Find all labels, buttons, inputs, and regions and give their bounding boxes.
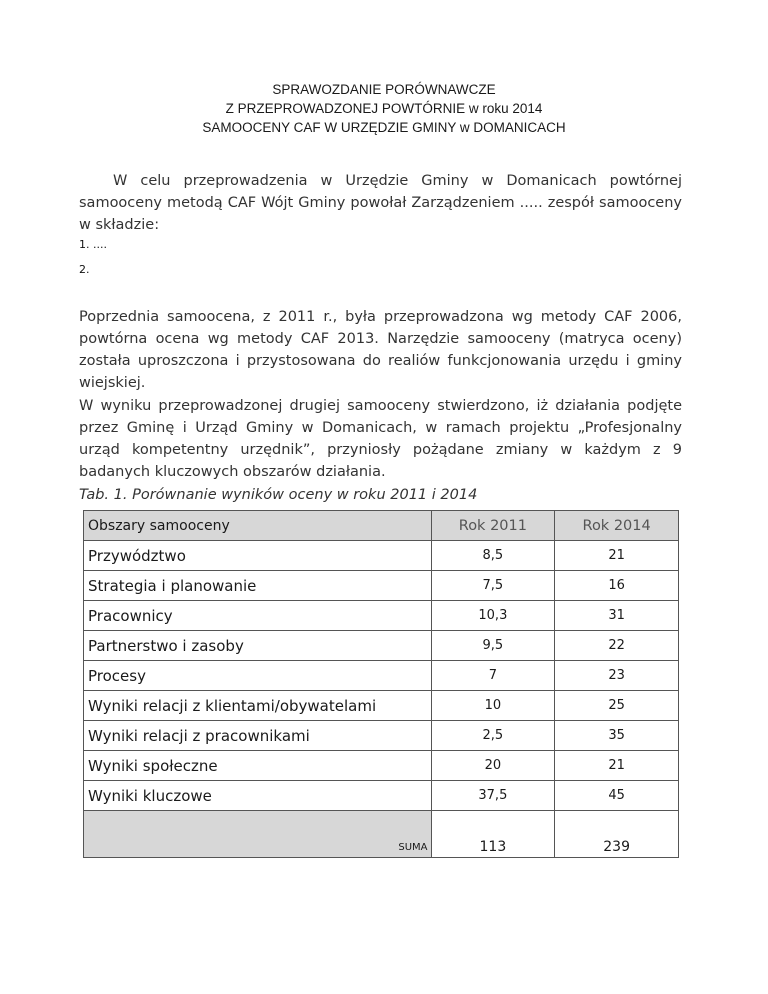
title-line-2: Z PRZEPROWADZONEJ POWTÓRNIE w roku 2014 bbox=[225, 101, 543, 116]
area-cell: Wyniki kluczowe bbox=[84, 781, 432, 811]
value-2011-cell: 37,5 bbox=[431, 781, 555, 811]
area-cell: Przywództwo bbox=[84, 541, 432, 571]
table-header-row bbox=[84, 511, 679, 541]
value-2014-cell: 23 bbox=[555, 661, 679, 691]
area-cell: Pracownicy bbox=[84, 601, 432, 631]
table-row bbox=[84, 721, 679, 751]
table-row bbox=[84, 571, 679, 601]
table-row bbox=[84, 781, 679, 811]
results-paragraph: W wyniku przeprowadzonej drugiej samooceny stwierdzono, iż działania podjęte przez Gminę i Urząd Gminy w Domanicach, w ramach projektu „Profesjonalny urząd kompetentny urzędnik”, przyniosły pożądane zmiany w każdym z 9 badanych kluczowych obszarów działania. bbox=[79, 398, 682, 480]
team-list-item-1: 1. .... bbox=[79, 238, 107, 251]
value-2014-cell: 45 bbox=[555, 781, 679, 811]
value-2011-cell: 9,5 bbox=[431, 631, 555, 661]
area-cell: Partnerstwo i zasoby bbox=[84, 631, 432, 661]
value-2011-cell: 8,5 bbox=[431, 541, 555, 571]
header-2014: Rok 2014 bbox=[555, 511, 679, 541]
value-2011-cell: 7,5 bbox=[431, 571, 555, 601]
comparison-table bbox=[83, 510, 679, 858]
previous-assessment-paragraph: Poprzednia samoocena, z 2011 r., była przeprowadzona wg metody CAF 2006, powtórna ocena wg metody CAF 2013. Narzędzie samooceny (matryca oceny) została uproszczona i przystosowana do realiów funkcjonowania urzędu i gminy wiejskiej. bbox=[79, 309, 682, 391]
sum-label: SUMA bbox=[84, 811, 432, 858]
area-cell: Wyniki społeczne bbox=[84, 751, 432, 781]
header-areas: Obszary samooceny bbox=[84, 511, 432, 541]
value-2014-cell: 25 bbox=[555, 691, 679, 721]
value-2014-cell: 35 bbox=[555, 721, 679, 751]
sum-2014: 239 bbox=[555, 811, 679, 858]
team-list-item-2: 2. bbox=[79, 263, 90, 276]
table-row bbox=[84, 751, 679, 781]
area-cell: Procesy bbox=[84, 661, 432, 691]
value-2014-cell: 22 bbox=[555, 631, 679, 661]
document-title bbox=[0, 80, 768, 137]
table-row bbox=[84, 661, 679, 691]
area-cell: Strategia i planowanie bbox=[84, 571, 432, 601]
table-row bbox=[84, 541, 679, 571]
value-2014-cell: 31 bbox=[555, 601, 679, 631]
table-row bbox=[84, 631, 679, 661]
header-2011: Rok 2011 bbox=[431, 511, 555, 541]
value-2011-cell: 2,5 bbox=[431, 721, 555, 751]
value-2014-cell: 21 bbox=[555, 541, 679, 571]
intro-paragraph: W celu przeprowadzenia w Urzędzie Gminy w Domanicach powtórnej samooceny metodą CAF Wójt Gminy powołał Zarządzeniem ..... zespół samooceny w składzie: bbox=[79, 173, 682, 233]
table-row bbox=[84, 691, 679, 721]
area-cell: Wyniki relacji z klientami/obywatelami bbox=[84, 691, 432, 721]
area-cell: Wyniki relacji z pracownikami bbox=[84, 721, 432, 751]
table-caption: Tab. 1. Porównanie wyników oceny w roku 2011 i 2014 bbox=[79, 487, 478, 503]
value-2014-cell: 21 bbox=[555, 751, 679, 781]
value-2011-cell: 10,3 bbox=[431, 601, 555, 631]
title-line-3: SAMOOCENY CAF W URZĘDZIE GMINY w DOMANICACH bbox=[202, 120, 566, 135]
table-row bbox=[84, 601, 679, 631]
sum-2011: 113 bbox=[431, 811, 555, 858]
value-2011-cell: 20 bbox=[431, 751, 555, 781]
value-2011-cell: 10 bbox=[431, 691, 555, 721]
value-2011-cell: 7 bbox=[431, 661, 555, 691]
title-line-1: SPRAWOZDANIE PORÓWNAWCZE bbox=[272, 82, 496, 97]
value-2014-cell: 16 bbox=[555, 571, 679, 601]
sum-row bbox=[84, 811, 679, 858]
